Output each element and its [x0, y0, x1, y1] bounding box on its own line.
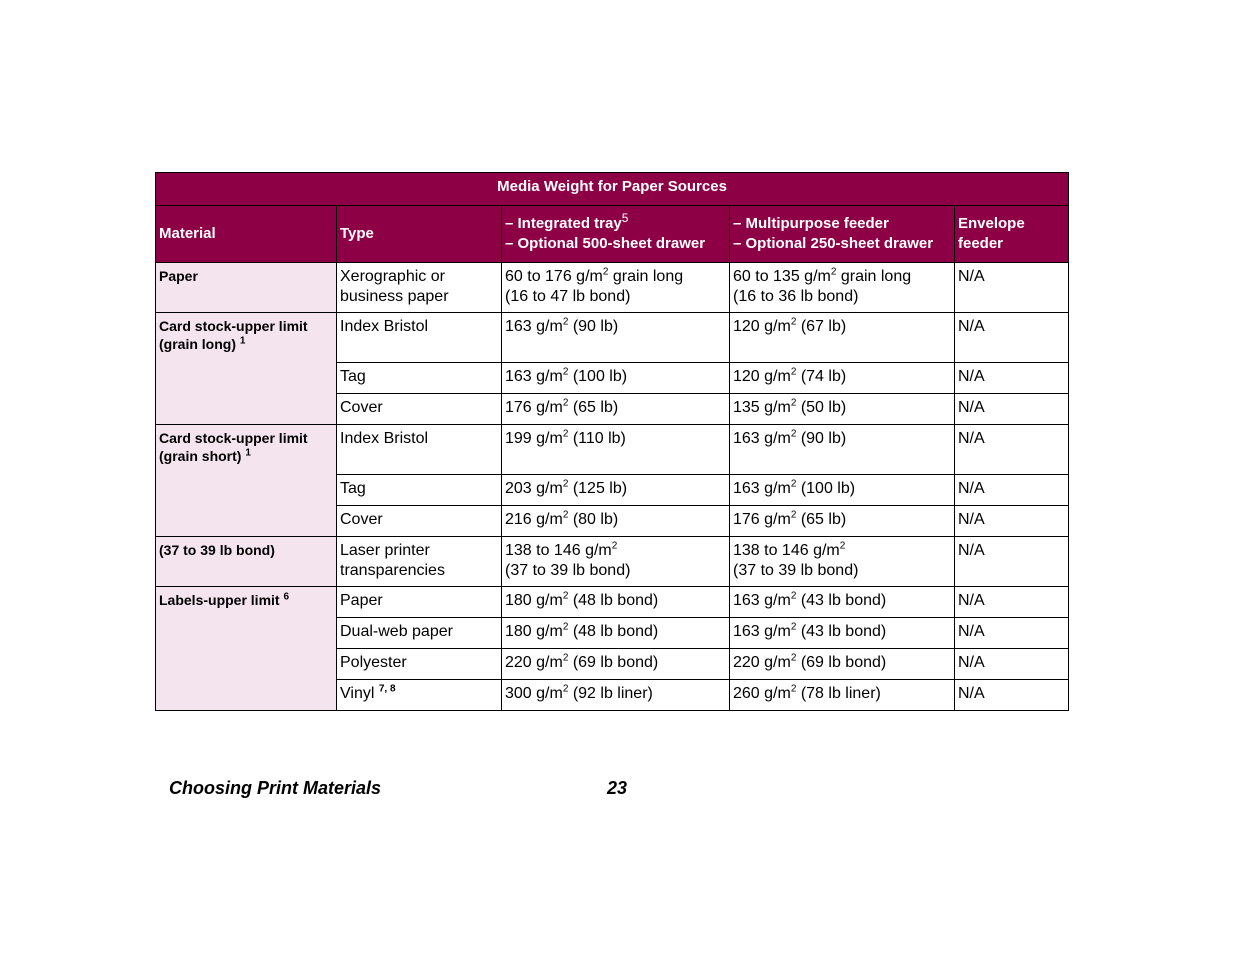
value-detail: (69 lb bond)	[568, 654, 659, 671]
value-detail: grain long	[836, 268, 912, 285]
value-detail: (78 lb liner)	[796, 685, 881, 702]
material-cell	[156, 537, 337, 587]
header-integrated-tray-line1: – Integrated tray	[505, 215, 622, 232]
header-multipurpose-line1: – Multipurpose feeder	[733, 215, 889, 232]
header-envelope-feeder	[955, 206, 1069, 263]
table-row	[156, 263, 1069, 313]
envelope-value-cell: N/A	[955, 475, 1069, 506]
value-cell-c3	[502, 313, 730, 363]
value-main: 199 g/m	[505, 430, 563, 447]
envelope-value-cell: N/A	[955, 263, 1069, 313]
type-cell	[337, 618, 502, 649]
value-cell-c3	[502, 618, 730, 649]
value-main: 60 to 135 g/m	[733, 268, 831, 285]
unit-superscript: 2	[562, 428, 569, 440]
envelope-value-cell: N/A	[955, 618, 1069, 649]
material-label: Paper	[159, 268, 198, 284]
table-body	[156, 263, 1069, 711]
type-label: Vinyl	[340, 685, 375, 702]
value-main: 163 g/m	[733, 623, 791, 640]
unit-superscript: 2	[562, 316, 569, 328]
value-detail: (50 lb)	[796, 399, 847, 416]
value-main: 180 g/m	[505, 623, 563, 640]
value-detail: (48 lb bond)	[568, 592, 659, 609]
value-detail: (65 lb)	[796, 511, 847, 528]
value-detail: (67 lb)	[796, 318, 847, 335]
value-main: 60 to 176 g/m	[505, 268, 603, 285]
value-cell-c3	[502, 680, 730, 711]
value-main: 180 g/m	[505, 592, 563, 609]
value-cell-c4	[730, 363, 955, 394]
value-main: 220 g/m	[505, 654, 563, 671]
value-cell-c3	[502, 506, 730, 537]
envelope-value-cell: N/A	[955, 363, 1069, 394]
value-main: 163 g/m	[505, 318, 563, 335]
header-material: Material	[156, 206, 337, 263]
value-detail: grain long	[608, 268, 684, 285]
value-cell-c3	[502, 394, 730, 425]
material-label: Card stock-upper limit (grain long)	[159, 318, 308, 352]
value-detail: (110 lb)	[568, 430, 626, 447]
type-label: Dual-web paper	[340, 623, 453, 640]
value-cell-c4	[730, 587, 955, 618]
footer-page-number: 23	[607, 778, 628, 798]
header-integrated-tray-line2: – Optional 500-sheet drawer	[505, 235, 706, 252]
type-cell	[337, 263, 502, 313]
value-main: 176 g/m	[733, 511, 791, 528]
value-secondary: (16 to 47 lb bond)	[505, 288, 631, 305]
value-detail: (74 lb)	[796, 368, 847, 385]
table-row	[156, 537, 1069, 587]
value-cell-c3	[502, 587, 730, 618]
unit-superscript: 2	[562, 652, 569, 664]
type-cell	[337, 649, 502, 680]
value-cell-c4	[730, 537, 955, 587]
value-main: 138 to 146 g/m	[505, 542, 612, 559]
unit-superscript: 2	[562, 590, 569, 602]
value-secondary: (16 to 36 lb bond)	[733, 288, 859, 305]
value-detail: (90 lb)	[796, 430, 847, 447]
header-multipurpose-line2: – Optional 250-sheet drawer	[733, 235, 934, 252]
value-main: 216 g/m	[505, 511, 563, 528]
type-label: Xerographic or business paper	[340, 268, 449, 305]
value-cell-c4	[730, 263, 955, 313]
value-main: 260 g/m	[733, 685, 791, 702]
value-cell-c4	[730, 313, 955, 363]
value-detail: (100 lb)	[796, 480, 856, 497]
unit-superscript: 2	[790, 428, 797, 440]
value-detail: (100 lb)	[568, 368, 628, 385]
unit-superscript: 2	[790, 397, 797, 409]
value-detail: (43 lb bond)	[796, 623, 887, 640]
type-cell	[337, 425, 502, 475]
table-row	[156, 313, 1069, 363]
value-cell-c4	[730, 618, 955, 649]
unit-superscript: 2	[562, 478, 569, 490]
envelope-value-cell: N/A	[955, 394, 1069, 425]
unit-superscript: 2	[790, 509, 797, 521]
value-cell-c3	[502, 649, 730, 680]
unit-superscript: 2	[611, 540, 618, 552]
table-row	[156, 425, 1069, 475]
footer-chapter-title: Choosing Print Materials	[169, 778, 382, 798]
type-label: Tag	[340, 480, 366, 497]
unit-superscript: 2	[839, 540, 846, 552]
unit-superscript: 2	[602, 266, 609, 278]
value-cell-c4	[730, 425, 955, 475]
value-cell-c3	[502, 475, 730, 506]
material-cell	[156, 263, 337, 313]
envelope-value-cell: N/A	[955, 506, 1069, 537]
type-cell	[337, 394, 502, 425]
type-cell	[337, 313, 502, 363]
envelope-value-cell: N/A	[955, 587, 1069, 618]
table-title: Media Weight for Paper Sources	[156, 173, 1069, 206]
type-label: Tag	[340, 368, 366, 385]
type-cell	[337, 475, 502, 506]
unit-superscript: 2	[790, 683, 797, 695]
unit-superscript: 2	[790, 652, 797, 664]
value-cell-c4	[730, 394, 955, 425]
header-envelope-line2: feeder	[958, 235, 1004, 252]
type-cell	[337, 506, 502, 537]
value-cell-c4	[730, 680, 955, 711]
material-footnote-ref: 1	[239, 335, 246, 347]
type-label: Laser printer transparencies	[340, 542, 445, 579]
envelope-value-cell: N/A	[955, 313, 1069, 363]
value-main: 163 g/m	[733, 430, 791, 447]
value-main: 163 g/m	[505, 368, 563, 385]
value-main: 163 g/m	[733, 480, 791, 497]
envelope-value-cell: N/A	[955, 649, 1069, 680]
type-label: Index Bristol	[340, 430, 429, 447]
value-detail: (48 lb bond)	[568, 623, 659, 640]
envelope-value-cell: N/A	[955, 537, 1069, 587]
value-detail: (92 lb liner)	[568, 685, 653, 702]
type-label: Cover	[340, 511, 383, 528]
type-cell	[337, 537, 502, 587]
header-integrated-tray	[502, 206, 730, 263]
unit-superscript: 2	[790, 366, 797, 378]
value-main: 135 g/m	[733, 399, 791, 416]
material-cell	[156, 313, 337, 425]
envelope-value-cell: N/A	[955, 680, 1069, 711]
unit-superscript: 2	[562, 621, 569, 633]
value-cell-c3	[502, 363, 730, 394]
unit-superscript: 2	[562, 683, 569, 695]
value-main: 176 g/m	[505, 399, 563, 416]
value-secondary: (37 to 39 lb bond)	[505, 562, 631, 579]
unit-superscript: 2	[790, 590, 797, 602]
material-cell	[156, 587, 337, 711]
value-detail: (65 lb)	[568, 399, 619, 416]
value-main: 120 g/m	[733, 318, 791, 335]
type-footnote-ref: 7, 8	[378, 683, 396, 695]
header-type: Type	[337, 206, 502, 263]
value-detail: (125 lb)	[568, 480, 628, 497]
value-cell-c3	[502, 425, 730, 475]
unit-superscript: 2	[790, 621, 797, 633]
value-cell-c4	[730, 475, 955, 506]
unit-superscript: 2	[562, 366, 569, 378]
table-row	[156, 587, 1069, 618]
unit-superscript: 2	[790, 316, 797, 328]
value-main: 300 g/m	[505, 685, 563, 702]
value-main: 138 to 146 g/m	[733, 542, 840, 559]
value-detail: (80 lb)	[568, 511, 619, 528]
value-main: 220 g/m	[733, 654, 791, 671]
value-detail: (69 lb bond)	[796, 654, 887, 671]
type-label: Polyester	[340, 654, 407, 671]
type-label: Index Bristol	[340, 318, 429, 335]
material-label: Card stock-upper limit (grain short)	[159, 430, 308, 464]
type-label: Cover	[340, 399, 383, 416]
type-cell	[337, 587, 502, 618]
value-cell-c3	[502, 263, 730, 313]
material-cell	[156, 425, 337, 537]
unit-superscript: 2	[562, 397, 569, 409]
media-weight-table	[155, 172, 1069, 711]
material-footnote-ref: 6	[283, 591, 290, 603]
unit-superscript: 2	[830, 266, 837, 278]
material-label: (37 to 39 lb bond)	[159, 542, 275, 558]
value-detail: (43 lb bond)	[796, 592, 887, 609]
header-multipurpose-feeder	[730, 206, 955, 263]
material-label: Labels-upper limit	[159, 592, 280, 608]
value-cell-c3	[502, 537, 730, 587]
value-cell-c4	[730, 506, 955, 537]
material-footnote-ref: 1	[245, 447, 251, 459]
value-secondary: (37 to 39 lb bond)	[733, 562, 859, 579]
envelope-value-cell: N/A	[955, 425, 1069, 475]
unit-superscript: 2	[562, 509, 569, 521]
unit-superscript: 2	[790, 478, 797, 490]
type-label: Paper	[340, 592, 383, 609]
type-cell	[337, 363, 502, 394]
header-footnote-ref: 5	[621, 211, 629, 225]
value-detail: (90 lb)	[568, 318, 619, 335]
value-cell-c4	[730, 649, 955, 680]
header-envelope-line1: Envelope	[958, 215, 1025, 232]
value-main: 163 g/m	[733, 592, 791, 609]
value-main: 203 g/m	[505, 480, 563, 497]
value-main: 120 g/m	[733, 368, 791, 385]
type-cell	[337, 680, 502, 711]
